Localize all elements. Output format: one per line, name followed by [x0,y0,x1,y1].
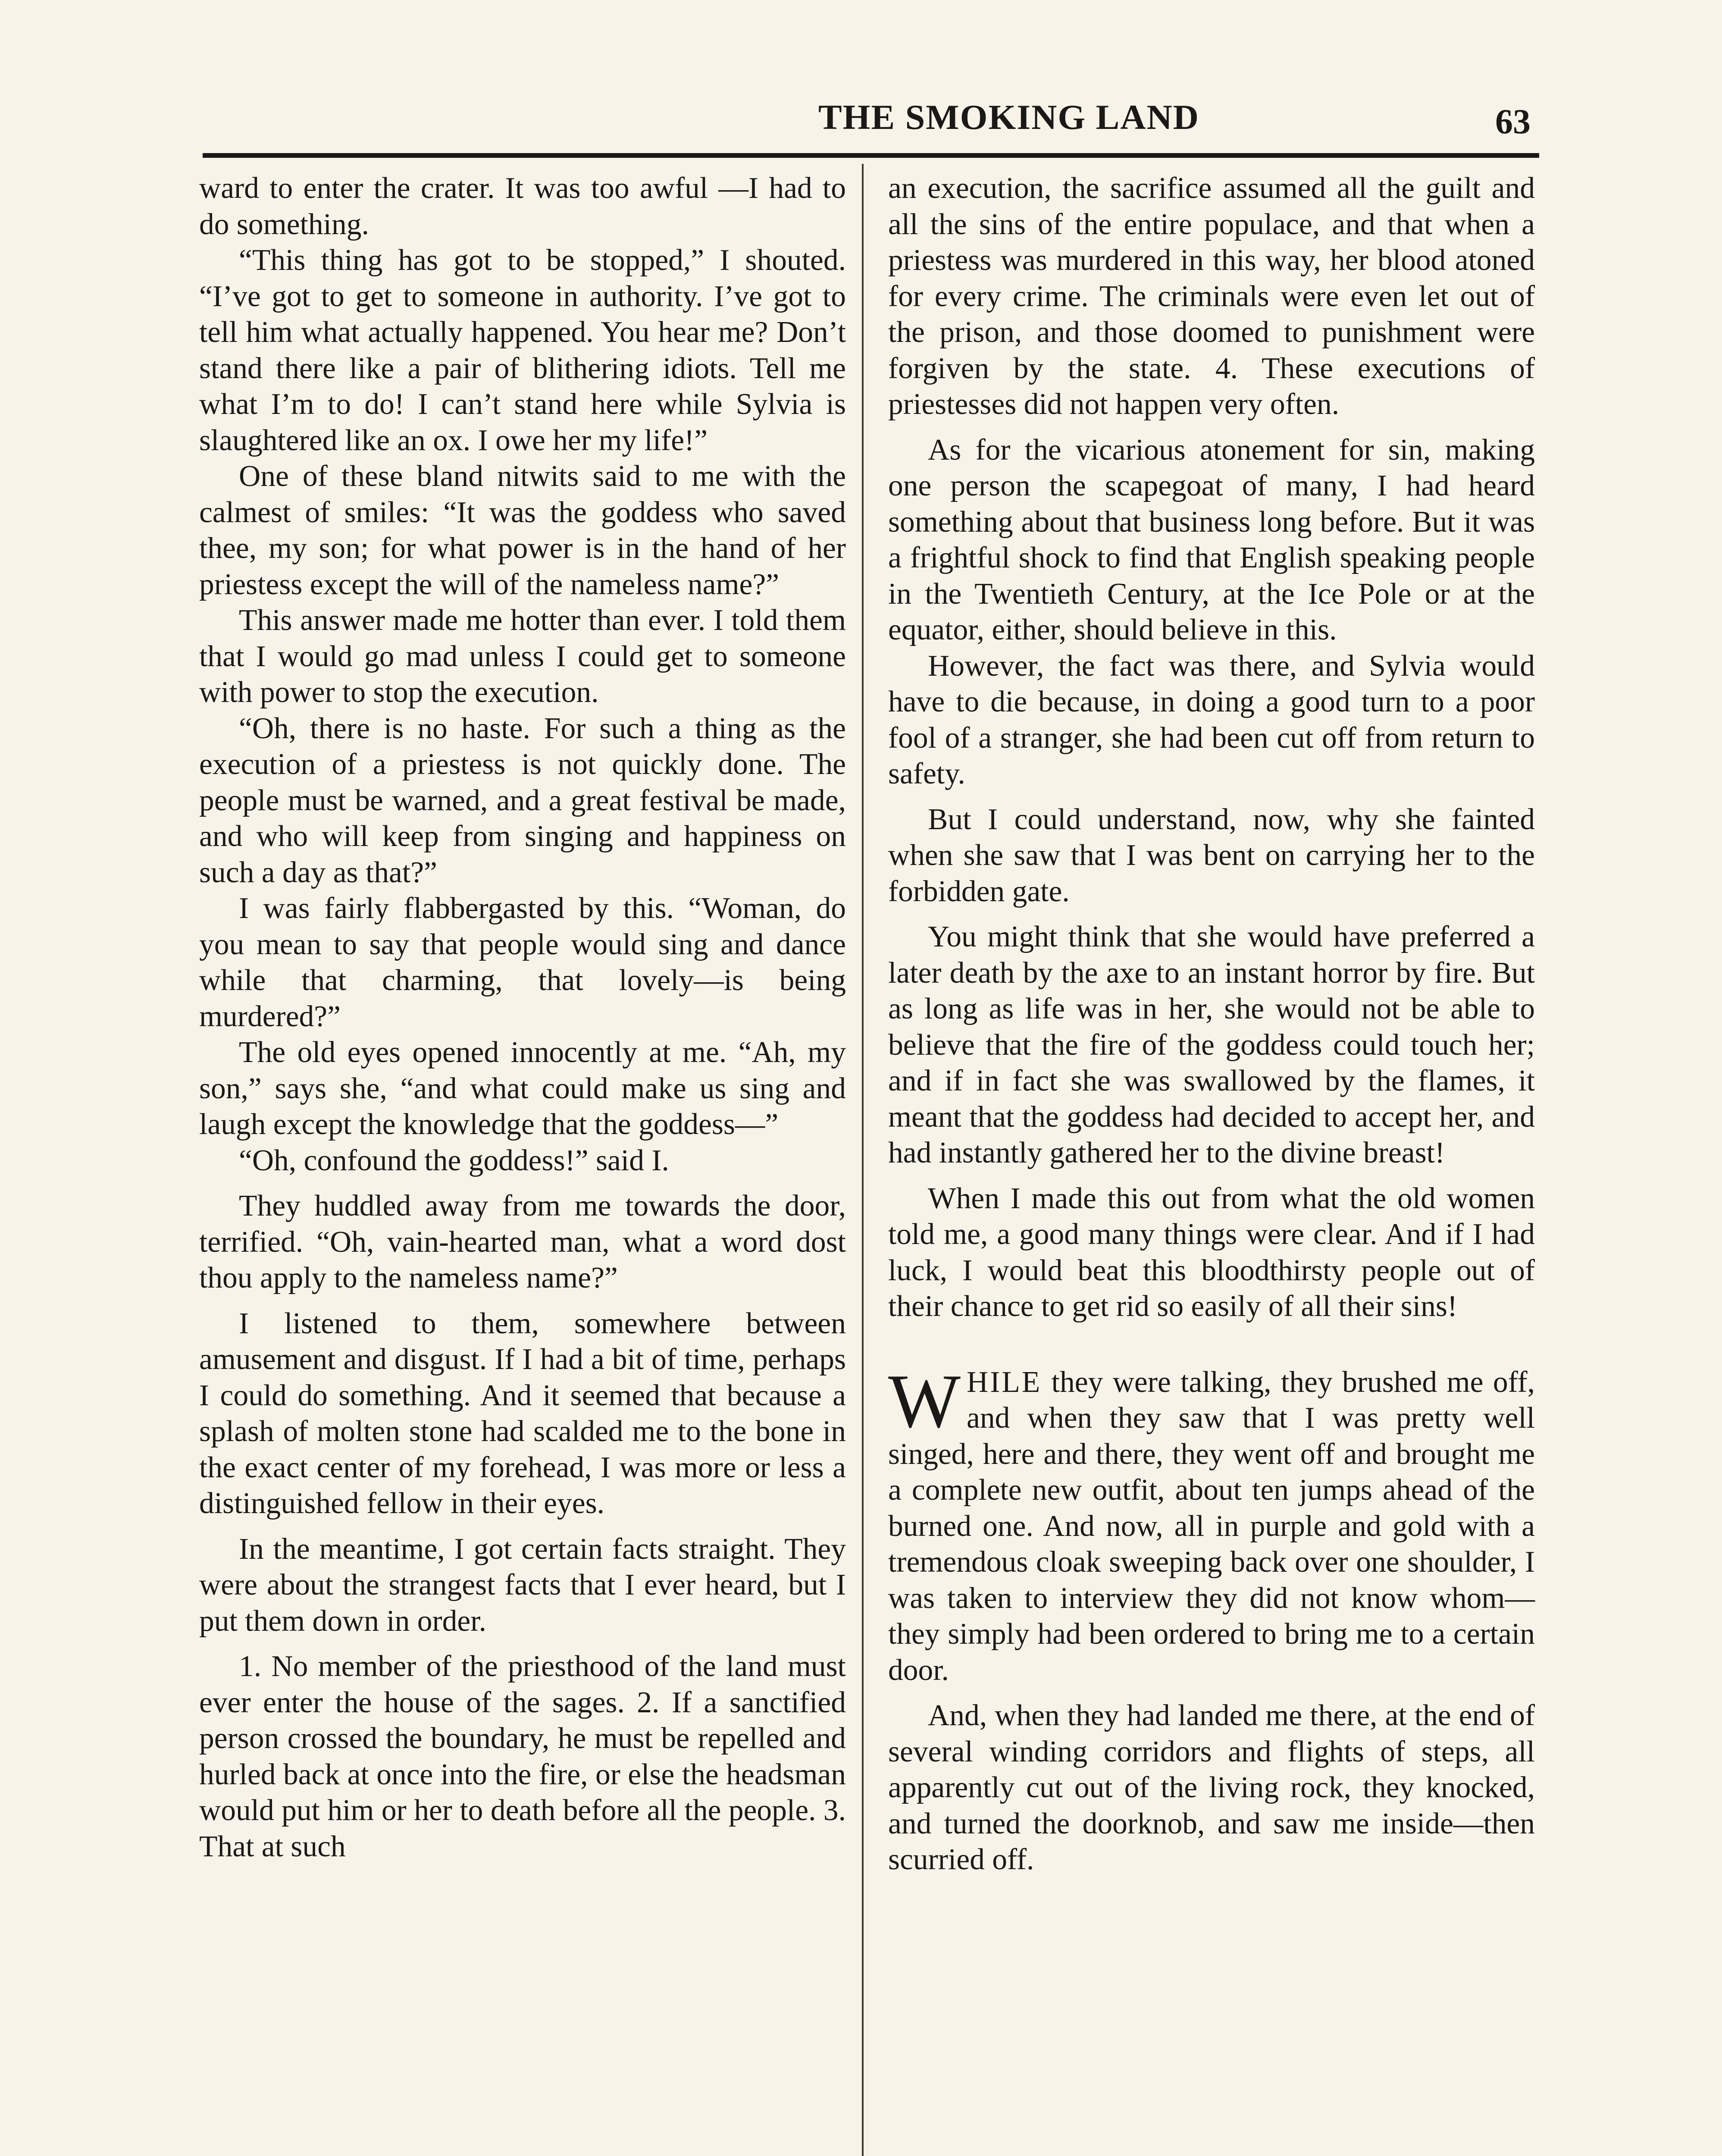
paragraph: One of these bland nitwits said to me with the calmest of smiles: “It was the goddess who saved thee, my son; for what power is in the hand of her priestess except the will of the nameless name?” [199,460,846,601]
paragraph: 1. No member of the priesthood of the land must ever enter the house of the sages. 2. If a sanctified person crossed the boundary, he must be repelled and hurled back at once into the fire, or else the headsman would put him or her to death before all the people. 3. That at such [199,1650,846,1863]
paragraph: But I could understand, now, why she fainted when she saw that I was bent on carrying her to the forbidden gate. [888,802,1535,908]
paragraph: However, the fact was there, and Sylvia would have to die because, in doing a good turn to a poor fool of a stranger, she had been cut off from return to safety. [888,649,1535,790]
lead-paragraph-text: they were talking, they brushed me off, and when they saw that I was pretty well singed, here and there, they went off and brought me a complete new outfit, about ten jumps ahead of the burned one. And now, all in purple and gold with a tremendous cloak sweeping back over one shoulder, I was taken to interview they did not know whom—they simply had been ordered to bring me to a certain door. [888,1365,1535,1687]
drop-cap: W [888,1358,961,1444]
paragraph: When I made this out from what the old women told me, a good many things were clear. And if I had luck, I would beat this bloodthirsty people out of their chance to get rid so easily of all their sins! [888,1181,1535,1323]
lead-caps: HILE [967,1365,1042,1399]
running-title: THE SMOKING LAND [818,97,1199,137]
paragraph: This answer made me hotter than ever. I told them that I would go mad unless I could get to someone with power to stop the execution. [199,604,846,709]
paragraph: I listened to them, somewhere between amusement and disgust. If I had a bit of time, perhaps I could do something. And it seemed that because a splash of molten stone had scalded me to the bone in the exact center of my forehead, I was more or less a distinguished fellow in their eyes. [199,1307,846,1520]
paragraph: They huddled away from me towards the door, terrified. “Oh, vain-hearted man, what a word dost thou apply to the nameless name?” [199,1189,846,1294]
left-column [199,170,846,1865]
paragraph: You might think that she would have preferred a later death by the axe to an instant horror by fire. But as long as life was in her, she would not be able to believe that the fire of the goddess could touch her; and if in fact she was swallowed by the flames, it meant that the goddess had decided to accept her, and had instantly gathered her to the divine breast! [888,920,1535,1169]
paragraph: “Oh, there is no haste. For such a thing as the execution of a priestess is not quickly done. The people must be warned, and a great festival be made, and who will keep from singing and happiness on such a day as that?” [199,711,846,889]
paragraph: “Oh, confound the goddess!” said I. [239,1144,669,1177]
paragraph: I was fairly flabbergasted by this. “Woman, do you mean to say that people would sing and dance while that charming, that lovely—is being murdered?” [199,892,846,1033]
paragraph: And, when they had landed me there, at the end of several winding corridors and flights of steps, all apparently cut out of the living rock, they knocked, and turned the doorknob, and saw me inside—then scurried off. [888,1699,1535,1876]
section-lead-paragraph [888,1358,1535,1689]
page-header [203,97,1539,149]
paragraph: an execution, the sacrifice assumed all the guilt and all the sins of the entire populace, and that when a priestess was murdered in this way, her blood atoned for every crime. The criminals were even let out of the prison, and those doomed to punishment were forgiven by the state. 4. These executions of priestesses did not happen very often. [888,172,1535,421]
paragraph: As for the vicarious atonement for sin, making one person the scapegoat of many, I had heard something about that business long before. But it was a frightful shock to find that English speaking people in the Twentieth Century, at the Ice Pole or at the equator, either, should believe in this. [888,433,1535,646]
header-rule [203,153,1539,158]
paragraph: ward to enter the crater. It was too awful —I had to do something. [199,172,846,241]
paragraph: The old eyes opened innocently at me. “Ah, my son,” says she, “and what could make us sing and laugh except the knowledge that the goddess—” [199,1036,846,1141]
column-divider [862,164,864,2156]
page-number: 63 [1495,102,1531,141]
paragraph: In the meantime, I got certain facts straight. They were about the strangest facts that I ever heard, but I put them down in order. [199,1532,846,1638]
right-column [888,170,1535,1878]
paragraph: “This thing has got to be stopped,” I shouted. “I’ve got to get to someone in authority. I’ve got to tell him what actually happened. You hear me? Don’t stand there like a pair of blithering idiots. Tell me what I’m to do! I can’t stand here while Sylvia is slaughtered like an ox. I owe her my life!” [199,244,846,457]
section-two [888,1358,1535,1878]
